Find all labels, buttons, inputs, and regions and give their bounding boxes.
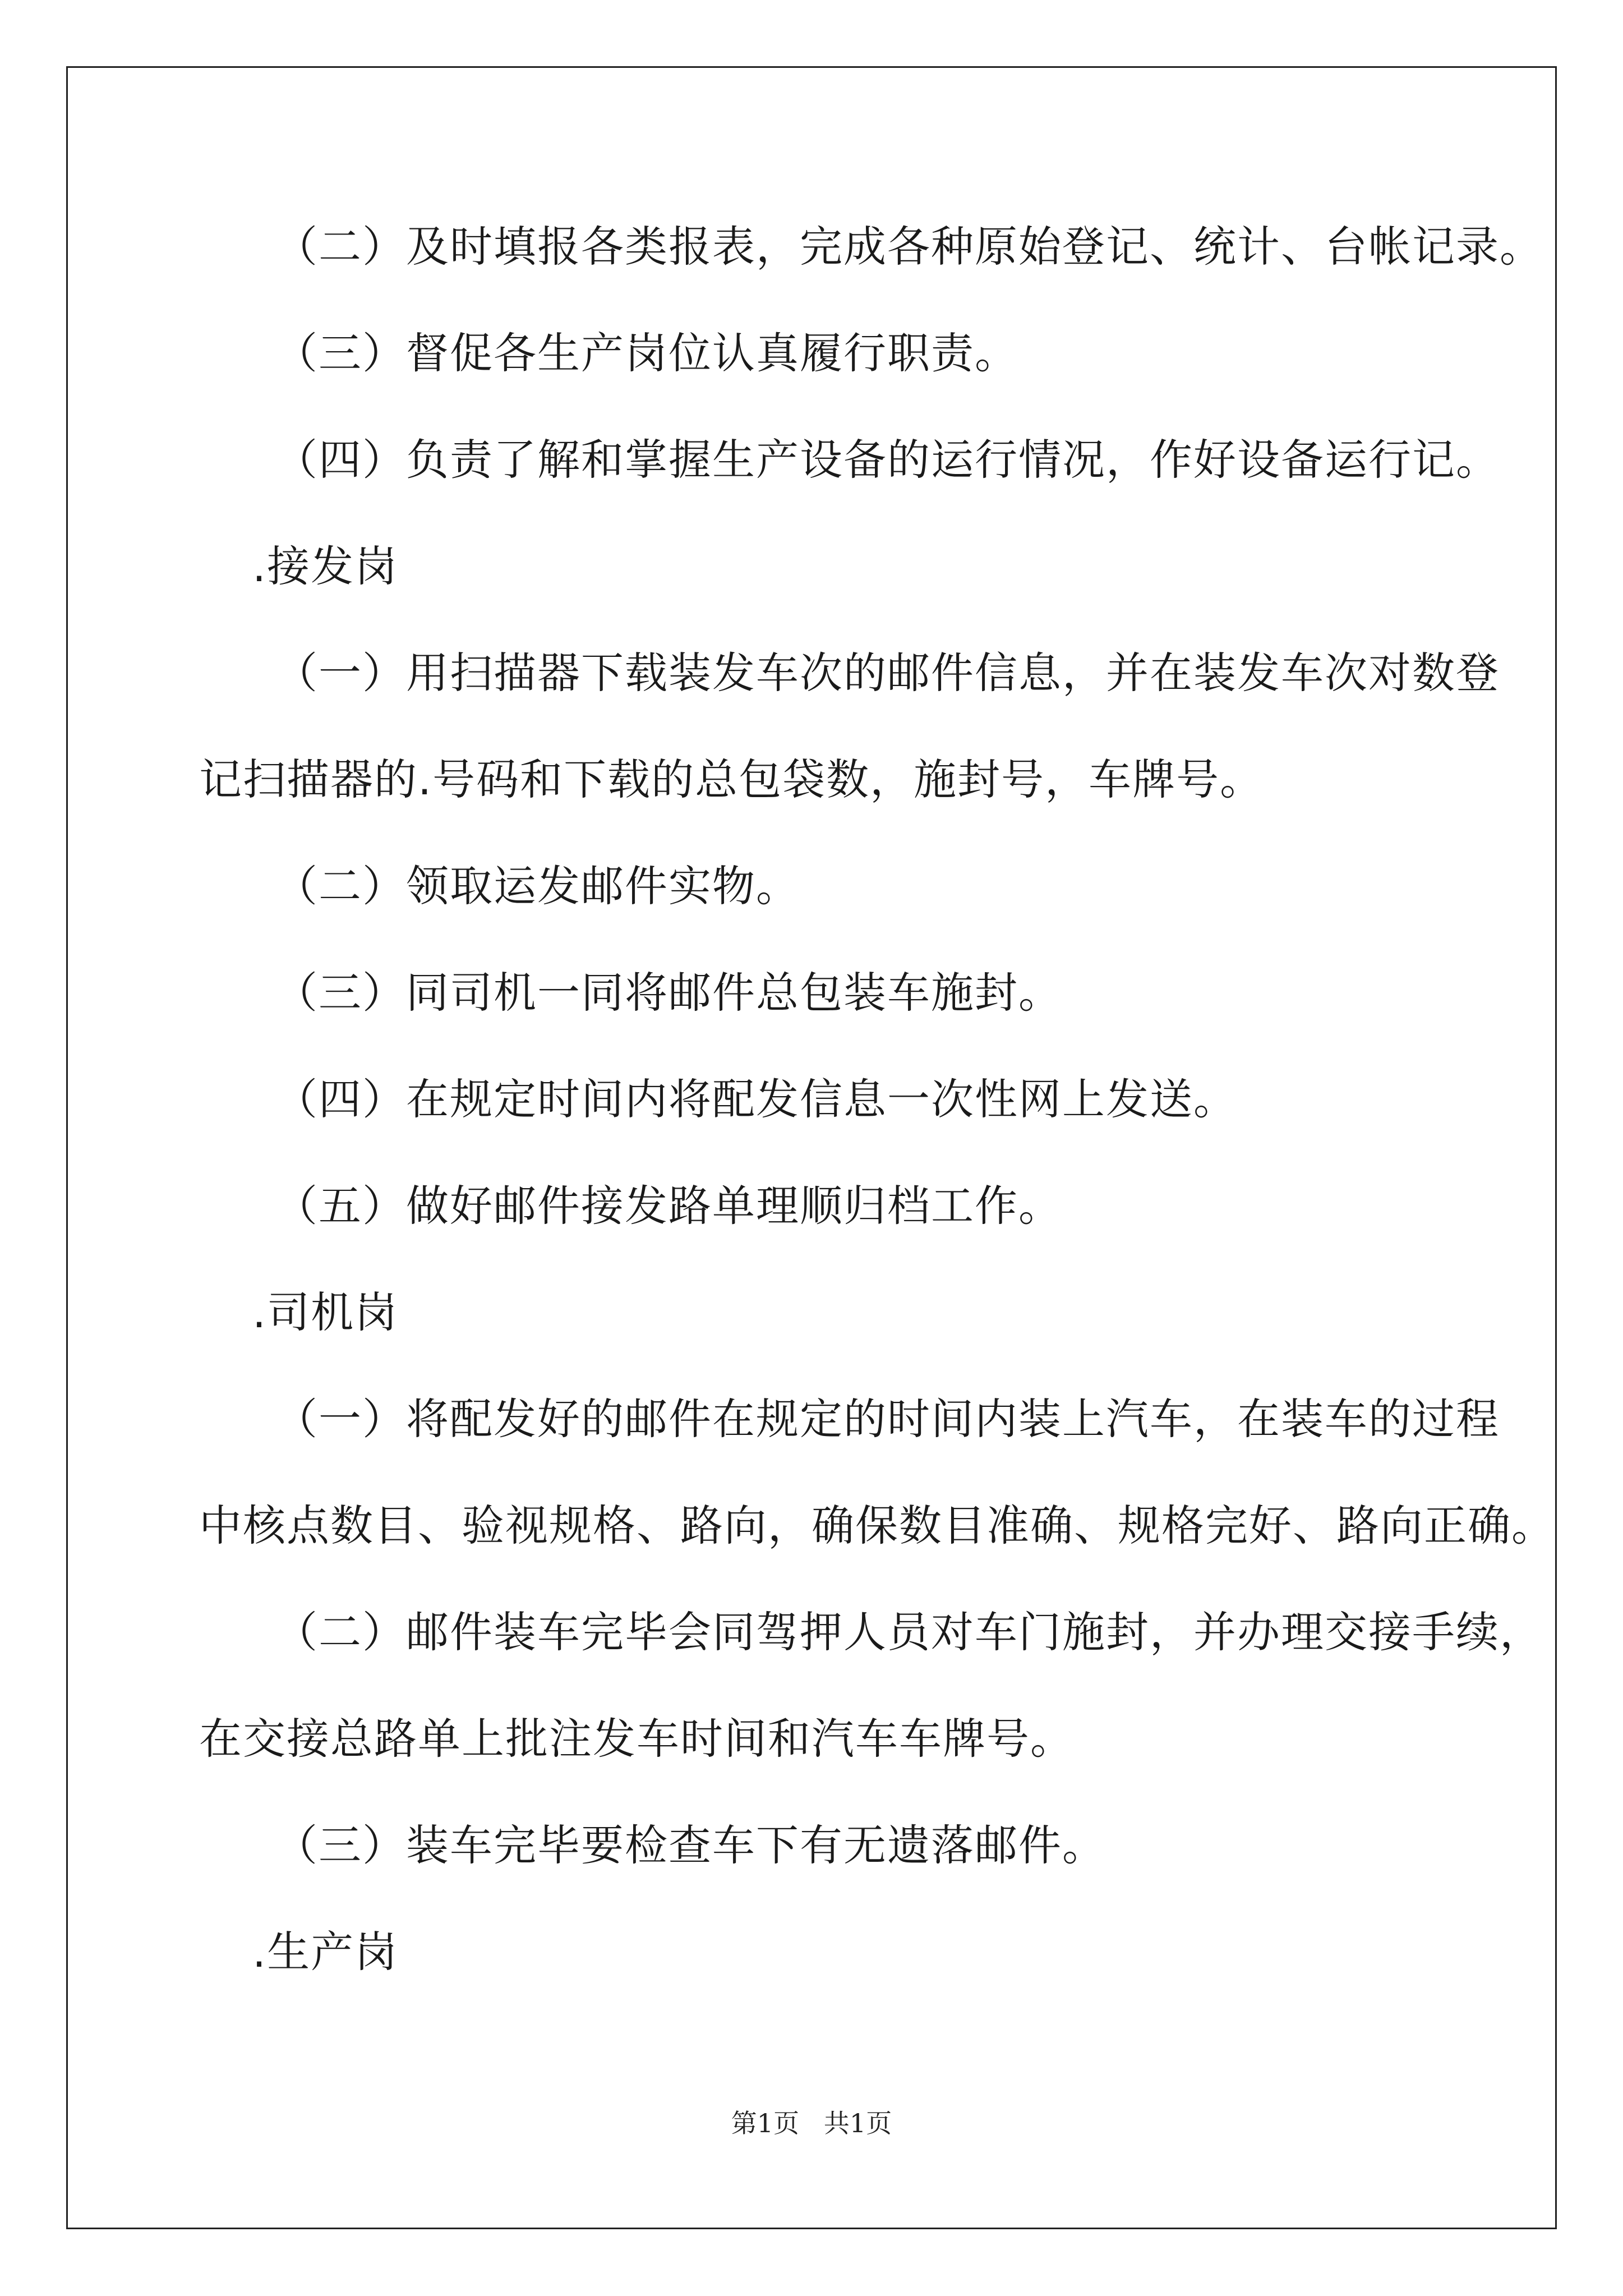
page-border [66,66,1557,2229]
paragraph-line-10: （五）做好邮件接发路单理顺归档工作。 [275,1181,1062,1231]
paragraph-line-12: （一）将配发好的邮件在规定的时间内装上汽车，在装车的过程 [275,1394,1500,1444]
paragraph-line-13: 中核点数目、验视规格、路向，确保数目准确、规格完好、路向正确。 [199,1501,1555,1550]
page-footer: 第1页 共1页 [731,2108,892,2138]
paragraph-line-15: 在交接总路单上批注发车时间和汽车车牌号。 [199,1714,1074,1764]
paragraph-line-5: （一）用扫描器下载装发车次的邮件信息，并在装发车次对数登 [275,648,1500,698]
paragraph-line-14: （二）邮件装车完毕会同驾押人员对车门施封，并办理交接手续， [275,1607,1543,1657]
paragraph-line-8: （三）同司机一同将邮件总包装车施封。 [275,968,1062,1018]
paragraph-line-3: （四）负责了解和掌握生产设备的运行情况，作好设备运行记。 [275,435,1500,485]
paragraph-line-1: （二）及时填报各类报表，完成各种原始登记、统计、台帐记录。 [275,222,1543,272]
section-heading-siji: .司机岗 [252,1287,399,1337]
paragraph-line-7: （二）领取运发邮件实物。 [275,861,800,911]
section-heading-shengchan: .生产岗 [252,1927,399,1977]
paragraph-line-6: 记扫描器的.号码和下载的总包袋数，施封号，车牌号。 [199,754,1264,804]
section-heading-jiefa: .接发岗 [252,541,399,591]
paragraph-line-16: （三）装车完毕要检查车下有无遗落邮件。 [275,1820,1106,1870]
paragraph-line-2: （三）督促各生产岗位认真履行职责。 [275,328,1018,378]
paragraph-line-9: （四）在规定时间内将配发信息一次性网上发送。 [275,1074,1237,1124]
